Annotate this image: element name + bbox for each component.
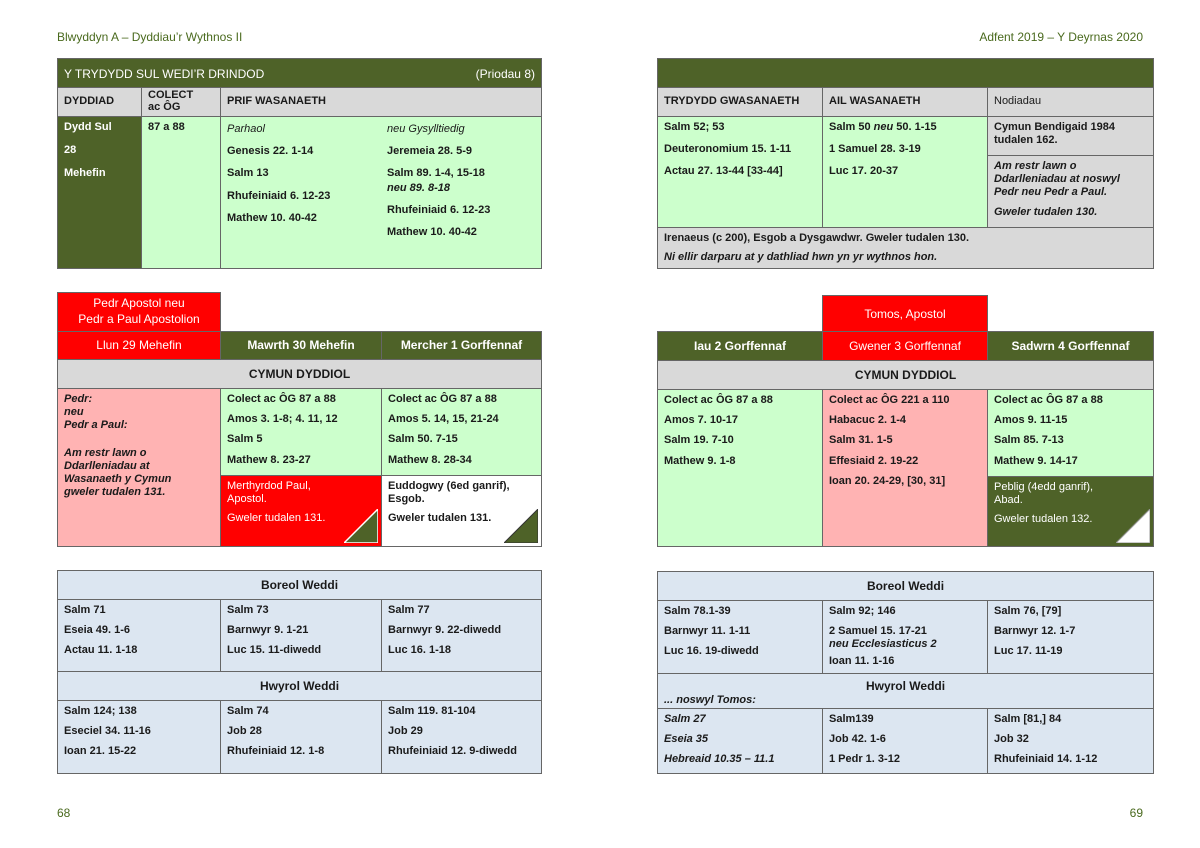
reading: 2 Samuel 15. 17-21 <box>829 625 927 638</box>
eve-of-thomas-note: ... noswyl Tomos: <box>664 694 756 706</box>
reading: Mathew 8. 23-27 <box>227 453 311 466</box>
morning-prayer-cell <box>822 600 988 674</box>
daily-eucharist-header: CYMUN DYDDIOL <box>57 359 542 389</box>
col-header-third-service: TRYDYDD GWASANAETH <box>657 87 823 117</box>
reading: Salm 27 <box>664 713 706 725</box>
reading: Salm 73 <box>227 604 269 616</box>
feast-note: Am restr lawn o Ddarlleniadau at Wasanaeth y Cymun gweler tudalen 131. <box>64 446 172 499</box>
reading: Salm 92; 146 <box>829 605 896 617</box>
reading: Eseia 35 <box>664 733 709 746</box>
reading: Salm 50. 7-15 <box>388 433 458 446</box>
commemoration-text: Merthyrdod Paul, Apostol. <box>227 480 311 506</box>
reading: Luc 17. 20-37 <box>829 165 899 178</box>
reading: Salm 5 <box>227 433 263 446</box>
monday-eucharist-cell <box>57 388 221 547</box>
thursday-eucharist-cell <box>657 389 823 547</box>
reading: Actau 11. 1-18 <box>64 644 138 657</box>
reading: Ioan 11. 1-16 <box>829 654 895 667</box>
sunday-date-cell <box>57 116 142 269</box>
left-running-header: Blwyddyn A – Dyddiau’r Wythnos II <box>57 30 243 44</box>
sunday-right-title-bar <box>657 58 1154 88</box>
date-line: Mehefin <box>64 167 106 180</box>
note-text: Am restr lawn o Ddarlleniadau at noswyl Pedr neu Pedr a Paul. <box>994 160 1120 199</box>
reading: Mathew 10. 40-42 <box>227 211 317 224</box>
sunday-title: Y TRYDYDD SUL WEDI’R DRINDOD <box>64 67 265 81</box>
reading: Barnwyr 11. 1-11 <box>664 625 751 638</box>
commemoration-ref: Gweler tudalen 132. <box>994 513 1093 526</box>
reading: Rhufeiniaid 12. 1-8 <box>227 745 325 758</box>
date-line: Dydd Sul <box>64 121 112 133</box>
reading: Amos 7. 10-17 <box>664 414 738 427</box>
evening-prayer-header: Hwyrol Weddi <box>57 671 542 701</box>
related-readings <box>387 123 537 246</box>
page-number-right: 69 <box>1129 806 1143 820</box>
reading: Salm 19. 7-10 <box>664 434 734 447</box>
tuesday-eucharist-cell <box>220 388 382 476</box>
reading: Luc 16. 1-18 <box>388 644 451 657</box>
morning-prayer-cell <box>987 600 1154 674</box>
reading: Mathew 10. 40-42 <box>387 225 477 238</box>
commemoration-note: Ni ellir darparu at y dathliad hwn yn yr wythnos hon. <box>664 251 938 264</box>
page-corner-icon <box>504 509 538 543</box>
saturday-eucharist-cell <box>987 389 1154 477</box>
morning-prayer-header: Boreol Weddi <box>57 570 542 600</box>
reading: Ioan 21. 15-22 <box>64 745 137 758</box>
reading: Hebreaid 10.35 – 11.1 <box>664 753 775 766</box>
reading: Jeremeia 28. 5-9 <box>387 145 473 158</box>
wednesday-commemoration <box>381 475 542 547</box>
reading: Salm 52; 53 <box>664 121 725 133</box>
morning-prayer-cell <box>220 599 382 672</box>
third-service-readings <box>657 116 823 228</box>
reading: Amos 5. 14, 15, 21-24 <box>388 413 499 426</box>
reading: Salm 89. 1-4, 15-18 <box>387 167 485 180</box>
reading: Mathew 9. 1-8 <box>664 454 736 467</box>
evening-prayer-cell <box>220 700 382 774</box>
reading: Salm 74 <box>227 705 269 717</box>
commemoration-ref: Gweler tudalen 131. <box>227 512 326 525</box>
day-header-monday: Llun 29 Mehefin <box>57 331 221 360</box>
note-eve-readings <box>987 155 1154 228</box>
reading: Salm 119. 81-104 <box>388 705 476 717</box>
reading: Barnwyr 9. 1-21 <box>227 624 309 637</box>
reading: Genesis 22. 1-14 <box>227 145 314 158</box>
sunday-title-bar <box>57 58 542 88</box>
page-number-left: 68 <box>57 806 71 820</box>
reading: Colect ac ÔG 87 a 88 <box>664 394 773 406</box>
reading: Barnwyr 9. 22-diwedd <box>388 624 502 637</box>
reading: Parhaol <box>227 123 265 135</box>
day-header-saturday: Sadwrn 4 Gorffennaf <box>987 331 1154 361</box>
reading: Job 42. 1-6 <box>829 733 886 746</box>
morning-prayer-cell <box>381 599 542 672</box>
feast-title-text: Pedr Apostol neu Pedr a Paul Apostolion <box>78 296 200 326</box>
feast-title-peter <box>57 292 221 332</box>
reading: Luc 17. 11-19 <box>994 645 1063 658</box>
reading: Luc 16. 19-diwedd <box>664 645 759 658</box>
commemoration-ref: Gweler tudalen 131. <box>388 512 492 525</box>
date-line: 28 <box>64 144 77 157</box>
reading: Colect ac ÔG 87 a 88 <box>994 394 1103 406</box>
reading: Eseciel 34. 11-16 <box>64 725 151 738</box>
evening-prayer-cell <box>987 708 1154 774</box>
page-corner-icon <box>1116 509 1150 543</box>
reading: Deuteronomium 15. 1-11 <box>664 143 792 156</box>
reading: Rhufeiniaid 14. 1-12 <box>994 753 1098 766</box>
commemoration-text: Peblig (4edd ganrif), Abad. <box>994 481 1094 507</box>
reading: Rhufeiniaid 6. 12-23 <box>227 189 331 202</box>
col-header-main-service: PRIF WASANAETH <box>220 87 542 117</box>
reading: 1 Samuel 28. 3-19 <box>829 143 921 156</box>
reading: Job 28 <box>227 725 262 738</box>
col-header-second-service: AIL WASANAETH <box>822 87 988 117</box>
morning-prayer-cell <box>657 600 823 674</box>
reading: neu Ecclesiasticus 2 <box>829 638 937 651</box>
reading: Salm 85. 7-13 <box>994 434 1064 447</box>
col-header-collect: COLECT ac ÔG <box>141 87 221 117</box>
reading: Colect ac ÔG 221 a 110 <box>829 394 950 406</box>
second-service-readings <box>822 116 988 228</box>
reading: Salm 31. 1-5 <box>829 434 893 447</box>
reading: Rhufeiniaid 12. 9-diwedd <box>388 745 517 758</box>
reading: Salm 124; 138 <box>64 705 137 717</box>
reading: Mathew 9. 14-17 <box>994 454 1078 467</box>
day-header-tuesday: Mawrth 30 Mehefin <box>220 331 382 360</box>
col-header-date: DYDDIAD <box>57 87 142 117</box>
day-header-wednesday: Mercher 1 Gorffennaf <box>381 331 542 360</box>
morning-prayer-header: Boreol Weddi <box>657 571 1154 601</box>
reading: 1 Pedr 1. 3-12 <box>829 753 900 766</box>
principal-readings <box>227 123 377 232</box>
reading: Salm 77 <box>388 604 430 616</box>
reading: Luc 15. 11-diwedd <box>227 644 322 657</box>
reading: Eseia 49. 1-6 <box>64 624 131 637</box>
reading: Colect ac ÔG 87 a 88 <box>227 393 336 405</box>
reading: Salm [81,] 84 <box>994 713 1062 725</box>
reading: Colect ac ÔG 87 a 88 <box>388 393 497 405</box>
feast-note: Pedr: neu Pedr a Paul: <box>64 393 128 432</box>
col-header-notes: Nodiadau <box>987 87 1154 117</box>
feast-title-thomas: Tomos, Apostol <box>822 295 988 332</box>
reading: Mathew 8. 28-34 <box>388 453 472 466</box>
reading: Amos 3. 1-8; 4. 11, 12 <box>227 413 338 426</box>
evening-prayer-cell <box>381 700 542 774</box>
reading: Effesiaid 2. 19-22 <box>829 454 919 467</box>
note-ref: Gweler tudalen 130. <box>994 205 1098 218</box>
reading: Salm 71 <box>64 604 106 616</box>
sunday-main-readings <box>220 116 542 269</box>
reading: Salm 13 <box>227 167 269 180</box>
reading: Salm 76, [79] <box>994 605 1062 617</box>
reading: Actau 27. 13-44 [33-44] <box>664 165 783 178</box>
reading: Rhufeiniaid 6. 12-23 <box>387 203 491 216</box>
reading: Salm139 <box>829 713 874 725</box>
reading: neu Gysylltiedig <box>387 123 465 135</box>
commemoration-text: Euddogwy (6ed ganrif), Esgob. <box>388 480 510 506</box>
reading: Barnwyr 12. 1-7 <box>994 625 1076 638</box>
reading: Job 29 <box>388 725 423 738</box>
morning-prayer-cell <box>57 599 221 672</box>
reading: Amos 9. 11-15 <box>994 414 1068 427</box>
right-running-header: Adfent 2019 – Y Deyrnas 2020 <box>979 30 1143 44</box>
evening-prayer-cell <box>657 708 823 774</box>
wednesday-eucharist-cell <box>381 388 542 476</box>
reading: Job 32 <box>994 733 1029 746</box>
reading: neu 89. 8-18 <box>387 181 450 194</box>
reading: Salm 78.1-39 <box>664 605 731 617</box>
reading: Habacuc 2. 1-4 <box>829 414 907 427</box>
saturday-commemoration <box>987 476 1154 547</box>
day-header-friday: Gwener 3 Gorffennaf <box>822 331 988 361</box>
evening-prayer-header <box>657 673 1154 709</box>
commemoration-text: Irenaeus (c 200), Esgob a Dysgawdwr. Gweler tudalen 130. <box>664 232 970 244</box>
reading: Salm 50 neu 50. 1-15 <box>829 121 937 133</box>
irenaeus-commemoration <box>657 227 1154 269</box>
friday-eucharist-cell <box>822 389 988 547</box>
sunday-ref: (Priodau 8) <box>475 67 535 81</box>
daily-eucharist-header: CYMUN DYDDIOL <box>657 360 1154 390</box>
day-header-thursday: Iau 2 Gorffennaf <box>657 331 823 361</box>
note-holy-communion: Cymun Bendigaid 1984 tudalen 162. <box>987 116 1154 156</box>
evening-prayer-title: Hwyrol Weddi <box>865 679 946 693</box>
reading: Ioan 20. 24-29, [30, 31] <box>829 474 946 487</box>
sunday-collect-cell: 87 a 88 <box>141 116 221 269</box>
evening-prayer-cell <box>822 708 988 774</box>
page-corner-icon <box>344 509 378 543</box>
tuesday-commemoration <box>220 475 382 547</box>
evening-prayer-cell <box>57 700 221 774</box>
